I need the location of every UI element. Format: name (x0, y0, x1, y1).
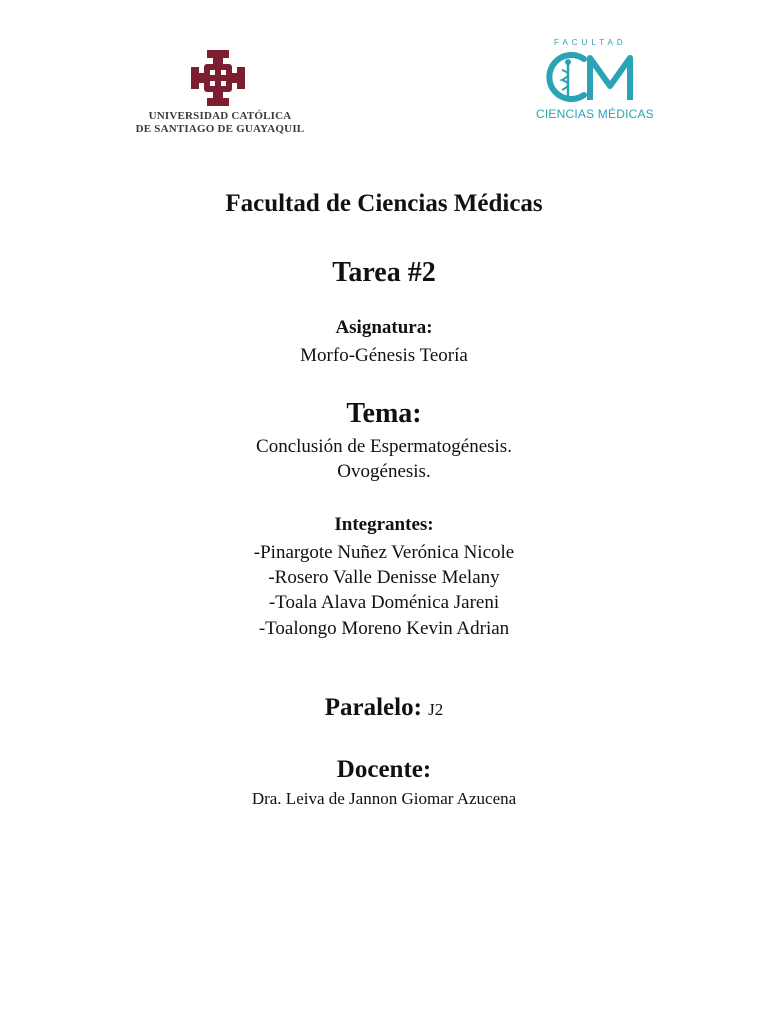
faculty-logo-top-text: FACULTAD (554, 38, 627, 47)
subject-label: Asignatura: (335, 317, 433, 338)
cm-monogram-icon (542, 50, 662, 104)
university-name-line1: UNIVERSIDAD CATÓLICA (148, 110, 292, 122)
member-item: -Pinargote Nuñez Verónica Nicole (253, 542, 515, 563)
teacher-label: Docente: (336, 756, 432, 783)
section-label: Paralelo: (324, 694, 422, 721)
teacher-name: Dra. Leiva de Jannon Giomar Azucena (251, 789, 517, 808)
faculty-logo (536, 38, 670, 128)
university-logo (124, 48, 316, 138)
topic-label: Tema: (346, 398, 422, 429)
topic-line: Conclusión de Espermatogénesis. (256, 436, 512, 457)
university-name-line2: DE SANTIAGO DE GUAYAQUIL (135, 123, 305, 135)
member-item: -Rosero Valle Denisse Melany (268, 567, 500, 588)
section-row (0, 694, 768, 722)
assignment-title: Tarea #2 (332, 257, 436, 288)
faculty-title: Facultad de Ciencias Médicas (225, 190, 543, 217)
subject-value: Morfo-Génesis Teoría (300, 345, 468, 366)
member-item: -Toalongo Moreno Kevin Adrian (258, 618, 510, 639)
member-item: -Toala Alava Doménica Jareni (268, 592, 500, 613)
members-label: Integrantes: (334, 514, 434, 535)
faculty-logo-subtext: CIENCIAS MÉDICAS (536, 107, 654, 121)
section-value: J2 (428, 700, 444, 719)
cross-emblem-icon (186, 48, 250, 108)
topic-line: Ovogénesis. (337, 461, 431, 482)
